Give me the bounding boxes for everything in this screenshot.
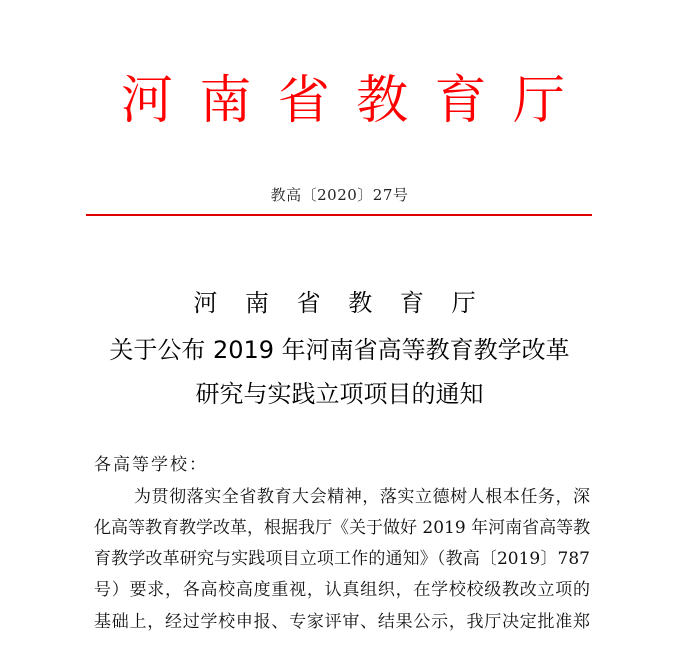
body-line: 为贯彻落实全省教育大会精神，落实立德树人根本任务，深: [134, 487, 590, 507]
letterhead-char: 省: [277, 71, 330, 131]
notice-title-issuer: 河 南 省 教 育 厅: [193, 289, 486, 317]
body-line: 育教学改革研究与实践项目立项工作的通知》（教高〔2019〕787: [94, 549, 590, 569]
notice-title-line-3: 研究与实践立项项目的通知: [195, 380, 484, 408]
red-header-divider: [86, 214, 592, 216]
agency-letterhead-title: [118, 66, 568, 136]
letterhead-char: 南: [199, 71, 252, 131]
letterhead-char: 厅: [512, 71, 565, 131]
body-line: 化高等教育教学改革，根据我厅《关于做好 2019 年河南省高等教: [94, 518, 591, 538]
letterhead-char: 河: [120, 71, 173, 131]
notice-title-line-2: 关于公布 2019 年河南省高等教育教学改革: [109, 336, 570, 364]
body-line: 号）要求，各高校高度重视，认真组织，在学校校级教改立项的: [94, 580, 590, 600]
body-line: 基础上，经过学校申报、专家评审、结果公示，我厅决定批准郑: [94, 612, 590, 632]
letterhead-char: 育: [434, 71, 487, 131]
salutation: 各高等学校：: [94, 455, 208, 475]
letterhead-char: 教: [356, 71, 409, 131]
document-number: 教高〔2020〕27号: [270, 186, 409, 204]
